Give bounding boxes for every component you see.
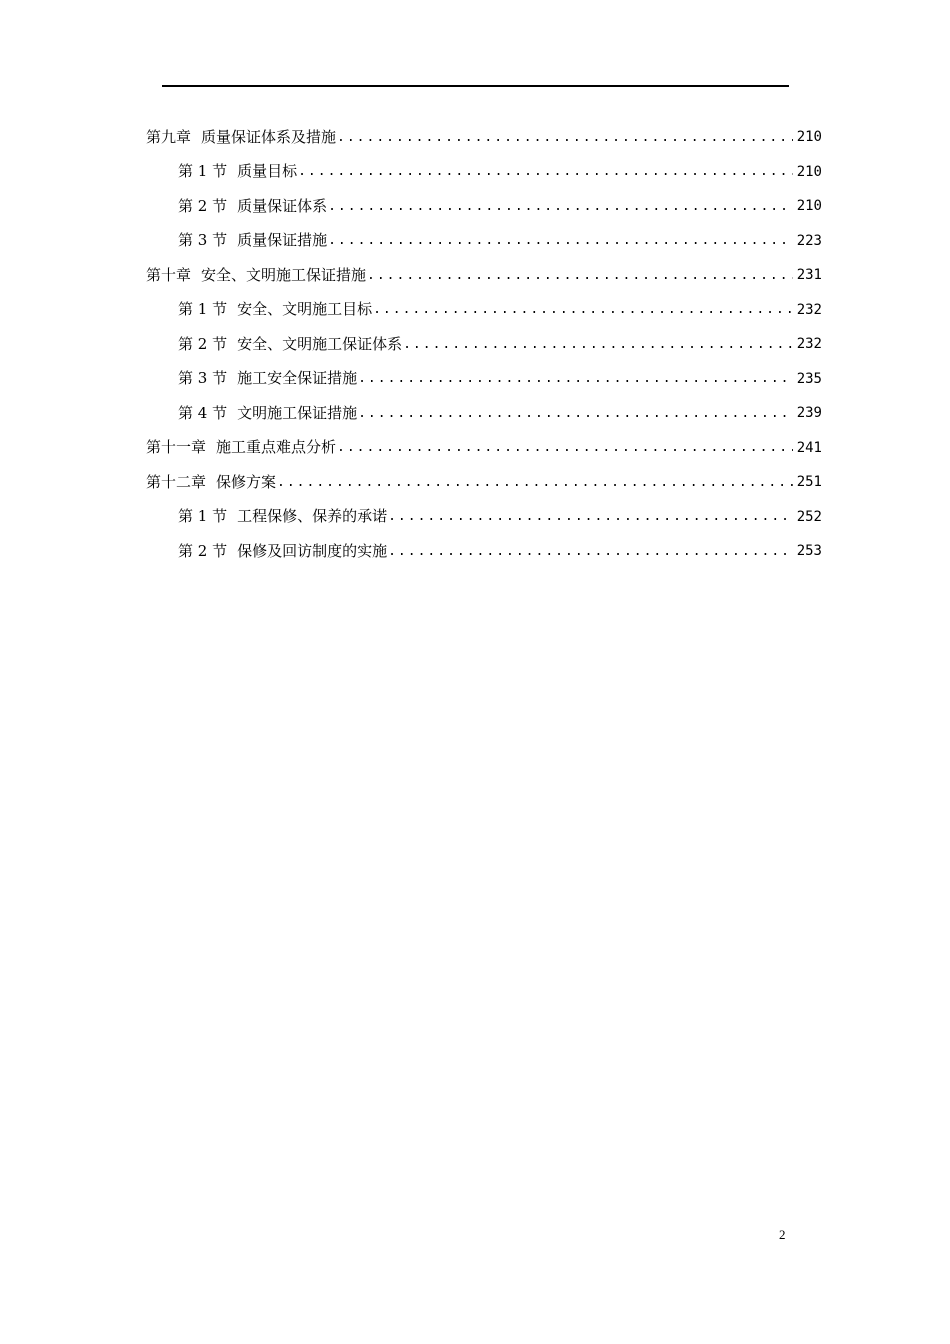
toc-entry-page: 253 — [796, 543, 822, 560]
toc-entry-page: 223 — [796, 232, 822, 249]
toc-entry-number: 第十二章 — [146, 472, 207, 491]
toc-entry-number: 第 1 节 — [178, 507, 228, 526]
toc-entry-chapter-9[interactable] — [146, 120, 822, 155]
toc-dot-leader — [328, 234, 793, 247]
toc-entry-title: 安全、文明施工保证体系 — [237, 334, 403, 353]
toc-entry-title: 施工安全保证措施 — [237, 369, 358, 388]
toc-entry-title: 质量保证体系及措施 — [201, 127, 337, 146]
toc-entry-page: 235 — [796, 370, 822, 387]
toc-dot-leader — [388, 510, 793, 523]
toc-entry-number: 第十一章 — [146, 438, 207, 457]
toc-entry-page: 251 — [796, 474, 822, 491]
header-rule — [162, 85, 789, 87]
toc-entry-number: 第 1 节 — [178, 162, 228, 181]
toc-entry-page: 210 — [796, 198, 822, 215]
toc-entry-section[interactable] — [146, 500, 822, 535]
toc-entry-number: 第 2 节 — [178, 196, 228, 215]
toc-entry-number: 第 3 节 — [178, 231, 228, 250]
toc-dot-leader — [403, 338, 793, 351]
page-number: 2 — [779, 1227, 786, 1242]
toc-entry-section[interactable] — [146, 362, 822, 397]
toc-entry-page: 210 — [796, 129, 822, 146]
table-of-contents — [146, 120, 822, 569]
toc-dot-leader — [277, 476, 793, 489]
toc-entry-title: 保修及回访制度的实施 — [237, 541, 388, 560]
toc-entry-number: 第十章 — [146, 265, 192, 284]
toc-dot-leader — [298, 165, 793, 178]
toc-entry-section[interactable] — [146, 534, 822, 569]
toc-entry-chapter-11[interactable] — [146, 431, 822, 466]
toc-entry-page: 210 — [796, 163, 822, 180]
toc-entry-section[interactable] — [146, 327, 822, 362]
toc-entry-number: 第 4 节 — [178, 403, 228, 422]
toc-entry-chapter-12[interactable] — [146, 465, 822, 500]
toc-entry-title: 质量目标 — [237, 162, 298, 181]
toc-entry-page: 241 — [796, 439, 822, 456]
toc-entry-page: 231 — [796, 267, 822, 284]
toc-entry-page: 232 — [796, 336, 822, 353]
toc-entry-page: 239 — [796, 405, 822, 422]
toc-entry-number: 第 3 节 — [178, 369, 228, 388]
toc-dot-leader — [328, 200, 793, 213]
toc-dot-leader — [358, 407, 793, 420]
toc-dot-leader — [337, 441, 793, 454]
toc-dot-leader — [337, 131, 793, 144]
toc-entry-section[interactable] — [146, 224, 822, 259]
toc-entry-title: 工程保修、保养的承诺 — [237, 507, 388, 526]
toc-entry-title: 安全、文明施工目标 — [237, 300, 373, 319]
toc-dot-leader — [388, 545, 793, 558]
toc-entry-number: 第 2 节 — [178, 334, 228, 353]
toc-entry-section[interactable] — [146, 293, 822, 328]
toc-entry-number: 第 2 节 — [178, 541, 228, 560]
toc-entry-title: 安全、文明施工保证措施 — [201, 265, 367, 284]
toc-entry-title: 文明施工保证措施 — [237, 403, 358, 422]
toc-entry-section[interactable] — [146, 155, 822, 190]
toc-entry-number: 第 1 节 — [178, 300, 228, 319]
toc-entry-section[interactable] — [146, 189, 822, 224]
toc-entry-title: 质量保证体系 — [237, 196, 328, 215]
toc-entry-chapter-10[interactable] — [146, 258, 822, 293]
toc-dot-leader — [358, 372, 793, 385]
toc-entry-title: 保修方案 — [216, 472, 277, 491]
toc-entry-title: 施工重点难点分析 — [216, 438, 337, 457]
toc-dot-leader — [367, 269, 793, 282]
toc-entry-section[interactable] — [146, 396, 822, 431]
toc-entry-title: 质量保证措施 — [237, 231, 328, 250]
toc-dot-leader — [373, 303, 793, 316]
toc-entry-page: 232 — [796, 301, 822, 318]
toc-entry-number: 第九章 — [146, 127, 192, 146]
toc-entry-page: 252 — [796, 508, 822, 525]
